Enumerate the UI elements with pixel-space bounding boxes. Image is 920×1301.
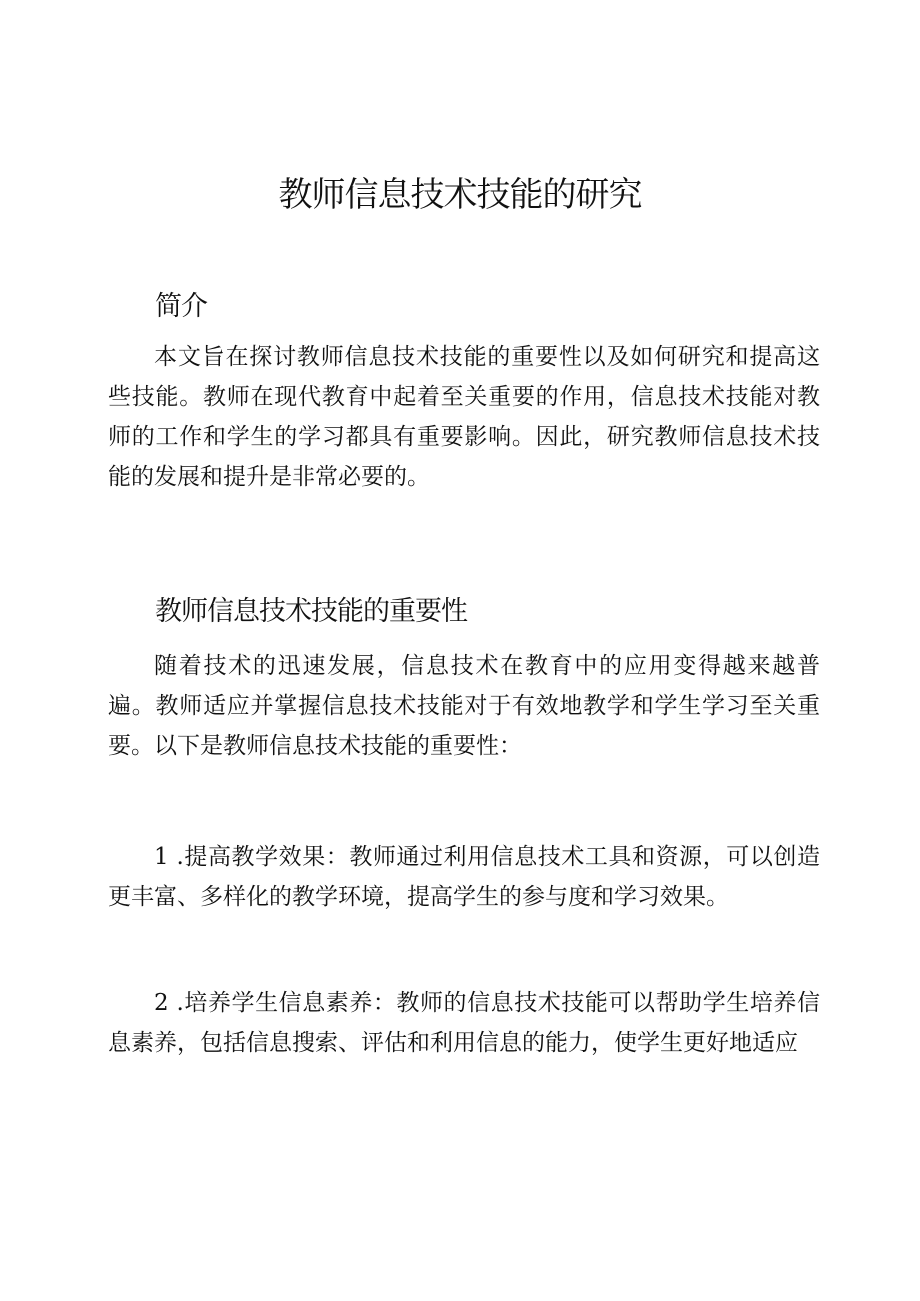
list-item-2: 2 .培养学生信息素养：教师的信息技术技能可以帮助学生培养信息素养，包括信息搜索、评估和利用信息的能力，使学生更好地适应: [108, 990, 820, 1056]
list-item-1: 1 .提高教学效果：教师通过利用信息技术工具和资源，可以创造更丰富、多样化的教学环境，提高学生的参与度和学习效果。: [108, 844, 820, 910]
section-heading-intro: 简介: [155, 291, 207, 322]
intro-paragraph: 本文旨在探讨教师信息技术技能的重要性以及如何研究和提高这些技能。教师在现代教育中起着至关重要的作用，信息技术技能对教师的工作和学生的学习都具有重要影响。因此，研究教师信息技术技能的发展和提升是非常必要的。: [108, 344, 820, 490]
document-title: 教师信息技术技能的研究: [278, 175, 642, 215]
importance-paragraph: 随着技术的迅速发展，信息技术在教育中的应用变得越来越普遍。教师适应并掌握信息技术技能对于有效地教学和学生学习至关重要。以下是教师信息技术技能的重要性：: [108, 653, 820, 759]
section-heading-importance: 教师信息技术技能的重要性: [155, 596, 467, 627]
